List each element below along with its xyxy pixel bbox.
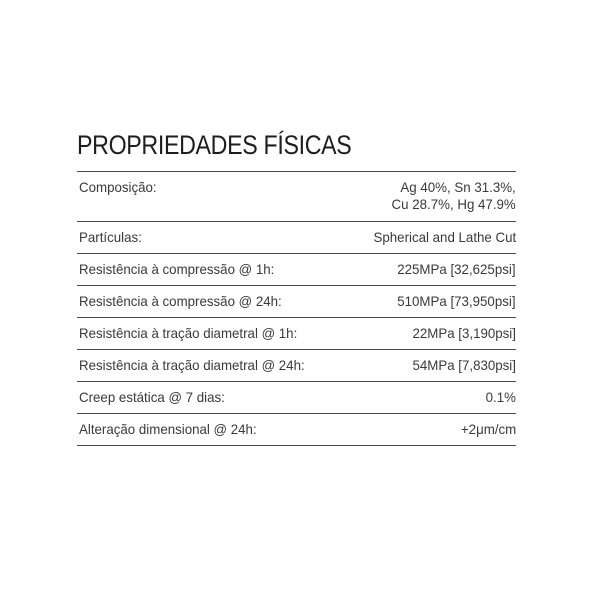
properties-panel xyxy=(77,127,516,446)
row-value xyxy=(392,179,516,213)
table-row-compression-24h xyxy=(77,286,516,318)
row-label: Resistência à tração diametral @ 1h: xyxy=(79,325,298,341)
properties-table xyxy=(77,171,516,446)
row-value: 54MPa [7,830psi] xyxy=(412,357,516,373)
row-label: Resistência à tração diametral @ 24h: xyxy=(79,357,305,373)
row-label: Resistência à compressão @ 24h: xyxy=(79,293,282,309)
section-title: PROPRIEDADES FÍSICAS xyxy=(77,130,352,160)
row-label: Creep estática @ 7 dias: xyxy=(79,389,225,405)
row-label: Resistência à compressão @ 1h: xyxy=(79,261,275,277)
row-value: 510MPa [73,950psi] xyxy=(397,293,516,309)
row-label: Alteração dimensional @ 24h: xyxy=(79,421,257,437)
table-row-dimensional-change xyxy=(77,414,516,446)
row-label: Partículas: xyxy=(79,229,142,245)
row-value: Spherical and Lathe Cut xyxy=(373,229,516,245)
row-value-line: Cu 28.7%, Hg 47.9% xyxy=(391,196,516,212)
table-row-tension-1h xyxy=(77,318,516,350)
table-row-compression-1h xyxy=(77,254,516,286)
table-row-particles xyxy=(77,222,516,254)
row-label: Composição: xyxy=(79,179,157,195)
row-value: +2μm/cm xyxy=(460,421,516,437)
row-value: 0.1% xyxy=(485,389,516,405)
table-row-composition xyxy=(77,172,516,222)
table-row-creep xyxy=(77,382,516,414)
table-row-tension-24h xyxy=(77,350,516,382)
row-value: 22MPa [3,190psi] xyxy=(412,325,516,341)
row-value: 225MPa [32,625psi] xyxy=(397,261,516,277)
row-value-line: Ag 40%, Sn 31.3%, xyxy=(400,179,516,195)
